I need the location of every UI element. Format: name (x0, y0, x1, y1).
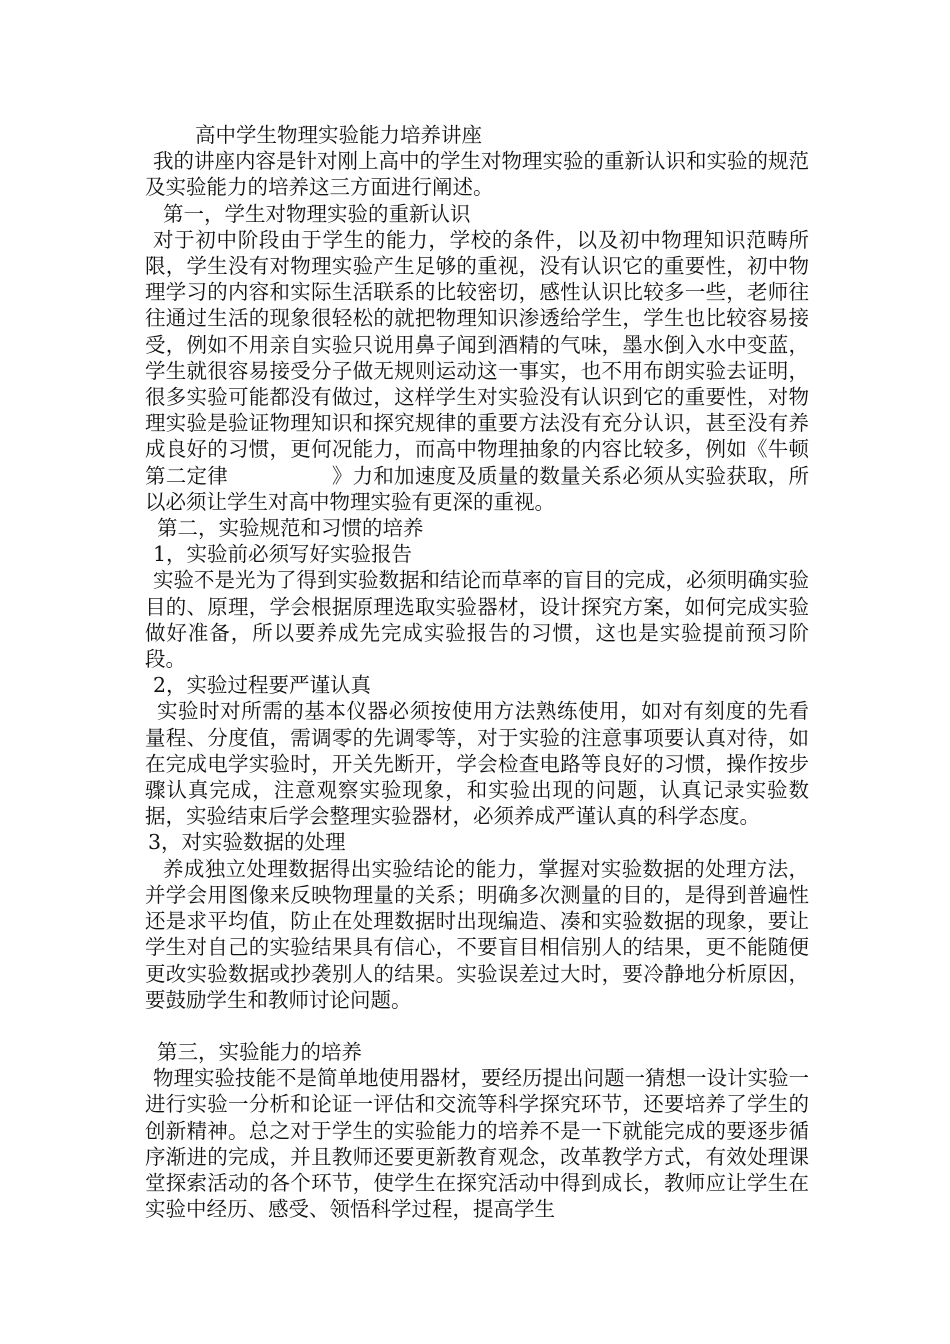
intro-paragraph: 我的讲座内容是针对刚上高中的学生对物理实验的重新认识和实验的规范及实验能力的培养这三方面进行阐述。 (145, 149, 809, 200)
section1-heading: 第一，学生对物理实验的重新认识 (163, 201, 471, 226)
section2-sub1-heading: 1，实验前必须写好实验报告 (153, 542, 413, 567)
section2-sub3-heading: 3，对实验数据的处理 (148, 830, 346, 855)
section2-heading: 第二，实验规范和习惯的培养 (157, 516, 424, 541)
section2-sub3-paragraph: 养成独立处理数据得出实验结论的能力，掌握对实验数据的处理方法，并学会用图像来反映物理量的关系；明确多次测量的目的，是得到普遍性还是求平均值，防止在处理数据时出现编造、凑和实验数据的现象，要让学生对自己的实验结果具有信心，不要盲目相信别人的结果，更不能随便更改实验数据或抄袭别人的结果。实验误差过大时，要冷静地分析原因，要鼓励学生和教师讨论问题。 (145, 856, 809, 1012)
paragraph-spacer (145, 1013, 809, 1039)
section3-heading: 第三，实验能力的培养 (157, 1039, 362, 1064)
document-title: 高中学生物理实验能力培养讲座 (195, 123, 482, 147)
section1-paragraph: 对于初中阶段由于学生的能力，学校的条件，以及初中物理知识范畴所限，学生没有对物理实验产生足够的重视，没有认识它的重要性，初中物理学习的内容和实际生活联系的比较密切，感性认识比较多一些，老师往往通过生活的现象很轻松的就把物理知识渗透给学生，学生也比较容易接受，例如不用亲自实验只说用鼻子闻到酒精的气味，墨水倒入水中变蓝，学生就很容易接受分子做无规则运动这一事实，也不用布朗实验去证明，很多实验可能都没有做过，这样学生对实验没有认识到它的重要性，对物理实验是验证物理知识和探究规律的重要方法没有充分认识，甚至没有养成良好的习惯，更何况能力，而高中物理抽象的内容比较多，例如《牛顿第二定律 》力和加速度及质量的数量关系必须从实验获取，所以必须让学生对高中物理实验有更深的重视。 (145, 227, 809, 514)
section2-sub2-paragraph: 实验时对所需的基本仪器必须按使用方法熟练使用，如对有刻度的先看量程、分度值，需调零的先调零等，对于实验的注意事项要认真对待，如在完成电学实验时，开关先断开，学会检查电路等良好的习惯，操作按步骤认真完成，注意观察实验现象，和实验出现的问题，认真记录实验数据，实验结束后学会整理实验器材，必须养成严谨认真的科学态度。 (145, 699, 809, 829)
section2-sub1-paragraph: 实验不是光为了得到实验数据和结论而草率的盲目的完成，必须明确实验目的、原理，学会根据原理选取实验器材，设计探究方案，如何完成实验做好准备，所以要养成先完成实验报告的习惯，这也是实验提前预习阶段。 (145, 568, 809, 672)
document-body (145, 122, 809, 1222)
section3-paragraph: 物理实验技能不是简单地使用器材，要经历提出问题一猜想一设计实验一进行实验一分析和论证一评估和交流等科学探究环节，还要培养了学生的创新精神。总之对于学生的实验能力的培养不是一下就能完成的要逐步循序渐进的完成，并且教师还要更新教育观念，改革教学方式，有效处理课堂探索活动的各个环节，使学生在探究活动中得到成长，教师应让学生在实验中经历、感受、领悟科学过程，提高学生 (145, 1066, 809, 1222)
section2-sub2-heading: 2，实验过程要严谨认真 (153, 673, 372, 698)
